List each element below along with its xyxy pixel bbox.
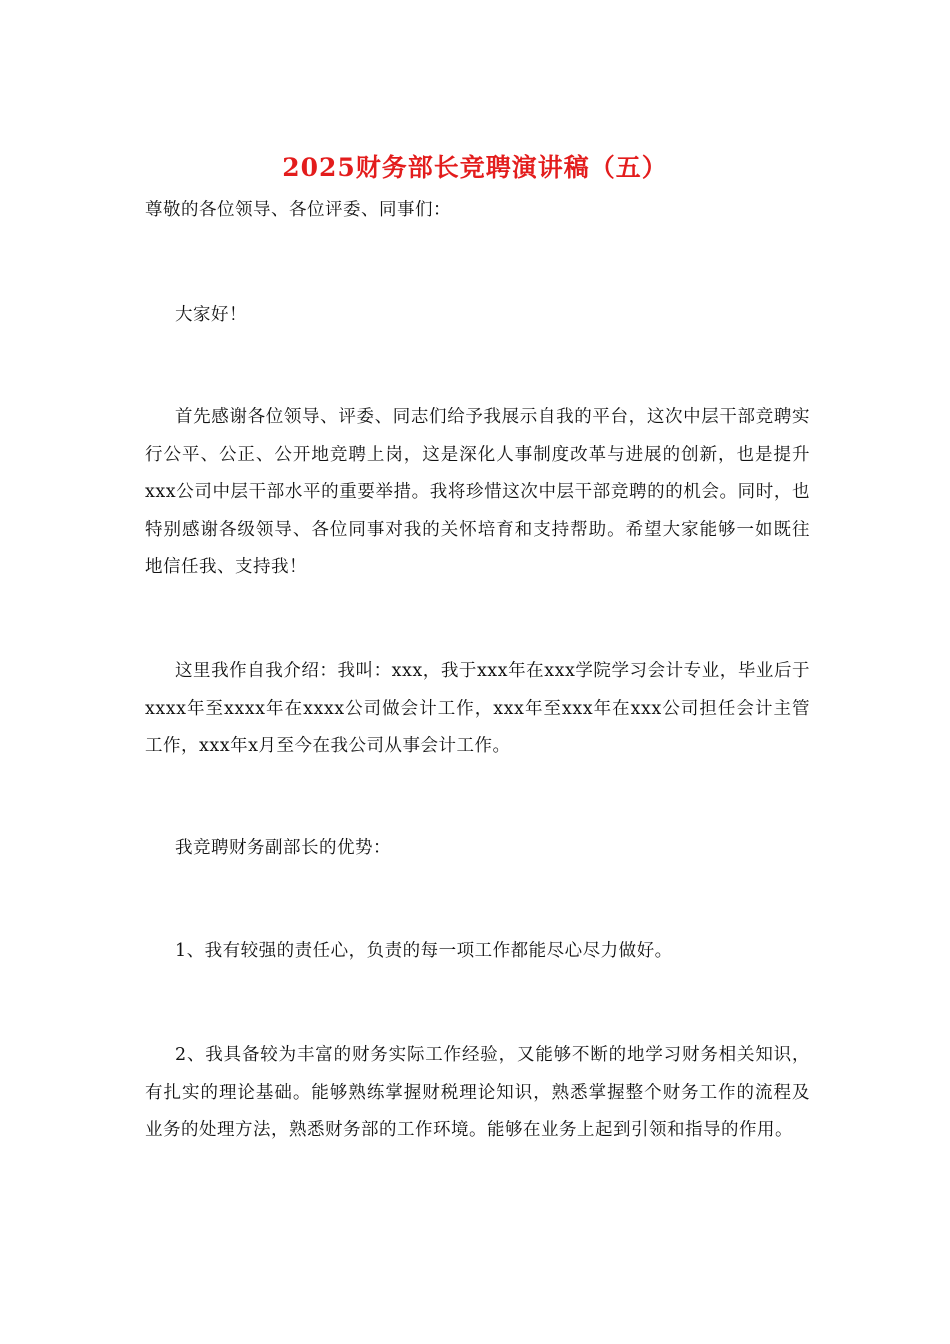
salutation-paragraph: 尊敬的各位领导、各位评委、同事们： — [145, 200, 451, 220]
advantage-item-1: 1、我有较强的责任心，负责的每一项工作都能尽心尽力做好。 — [175, 941, 673, 961]
advantages-heading-paragraph: 我竞聘财务副部长的优势： — [175, 838, 391, 858]
thanks-paragraph: 首先感谢各位领导、评委、同志们给予我展示自我的平台，这次中层干部竞聘实行公平、公正、公开地竞聘上岗，这是深化人事制度改革与进展的创新，也是提升xxx公司中层干部水平的重要举措。我将珍惜这次中层干部竞聘的的机会。同时，也特别感谢各级领导、各位同事对我的关怀培育和支持帮助。希望大家能够一如既往地信任我、支持我！ — [145, 407, 810, 577]
advantage-item-2: 2、我具备较为丰富的财务实际工作经验，又能够不断的地学习财务相关知识，有扎实的理论基础。能够熟练掌握财税理论知识，熟悉掌握整个财务工作的流程及业务的处理方法，熟悉财务部的工作环境。能够在业务上起到引领和指导的作用。 — [145, 1045, 810, 1140]
greeting-paragraph: 大家好！ — [175, 305, 247, 325]
self-introduction-paragraph: 这里我作自我介绍：我叫：xxx，我于xxx年在xxx学院学习会计专业，毕业后于xxxx年至xxxx年在xxxx公司做会计工作，xxx年至xxx年在xxx公司担任会计主管工作，xxx年x月至今在我公司从事会计工作。 — [145, 661, 810, 756]
document-title: 2025财务部长竞聘演讲稿（五） — [282, 153, 668, 182]
